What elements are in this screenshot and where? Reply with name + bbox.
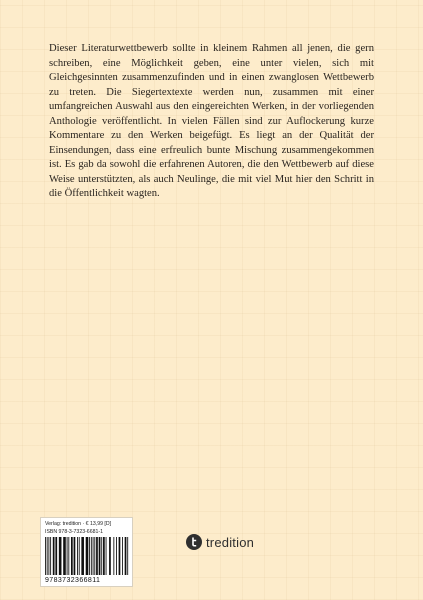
price-line: Verlag: tredition · € 13,99 [D] <box>45 521 112 527</box>
publisher-logo <box>186 533 254 551</box>
tredition-logo-icon <box>186 534 202 550</box>
isbn-line: ISBN 978-3-7323-6681-1 <box>45 529 103 535</box>
barcode-label <box>40 517 133 587</box>
publisher-name: tredition <box>206 534 255 550</box>
barcode-number: 9783732366811 <box>45 577 101 584</box>
barcode-icon <box>45 537 129 575</box>
back-cover-blurb: Dieser Literaturwettbewerb sollte in kleinem Rahmen all jenen, die gern schreiben, eine Möglichkeit geben, eine unter vielen, sich mit Gleichgesinnten zusammenzufinden und in einen zwanglosen Wettbewerb zu treten. Die Siegertextexte werden nun, zusammen mit einer umfangreichen Auswahl aus den eingereichten Werken, in der vorliegenden Anthologie veröffentlicht. In vielen Fällen sind zur Auflockerung kurze Kommentare zu den Werken beigefügt. Es liegt an der Qualität der Einsendungen, dass eine erfreulich bunte Mischung zusammengekommen ist. Es gab da sowohl die erfahrenen Autoren, die den Wettbewerb auf diese Weise unterstützten, als auch Neulinge, die mit viel Mut hier den Schritt in die Öffentlichkeit wagten. <box>49 43 374 199</box>
